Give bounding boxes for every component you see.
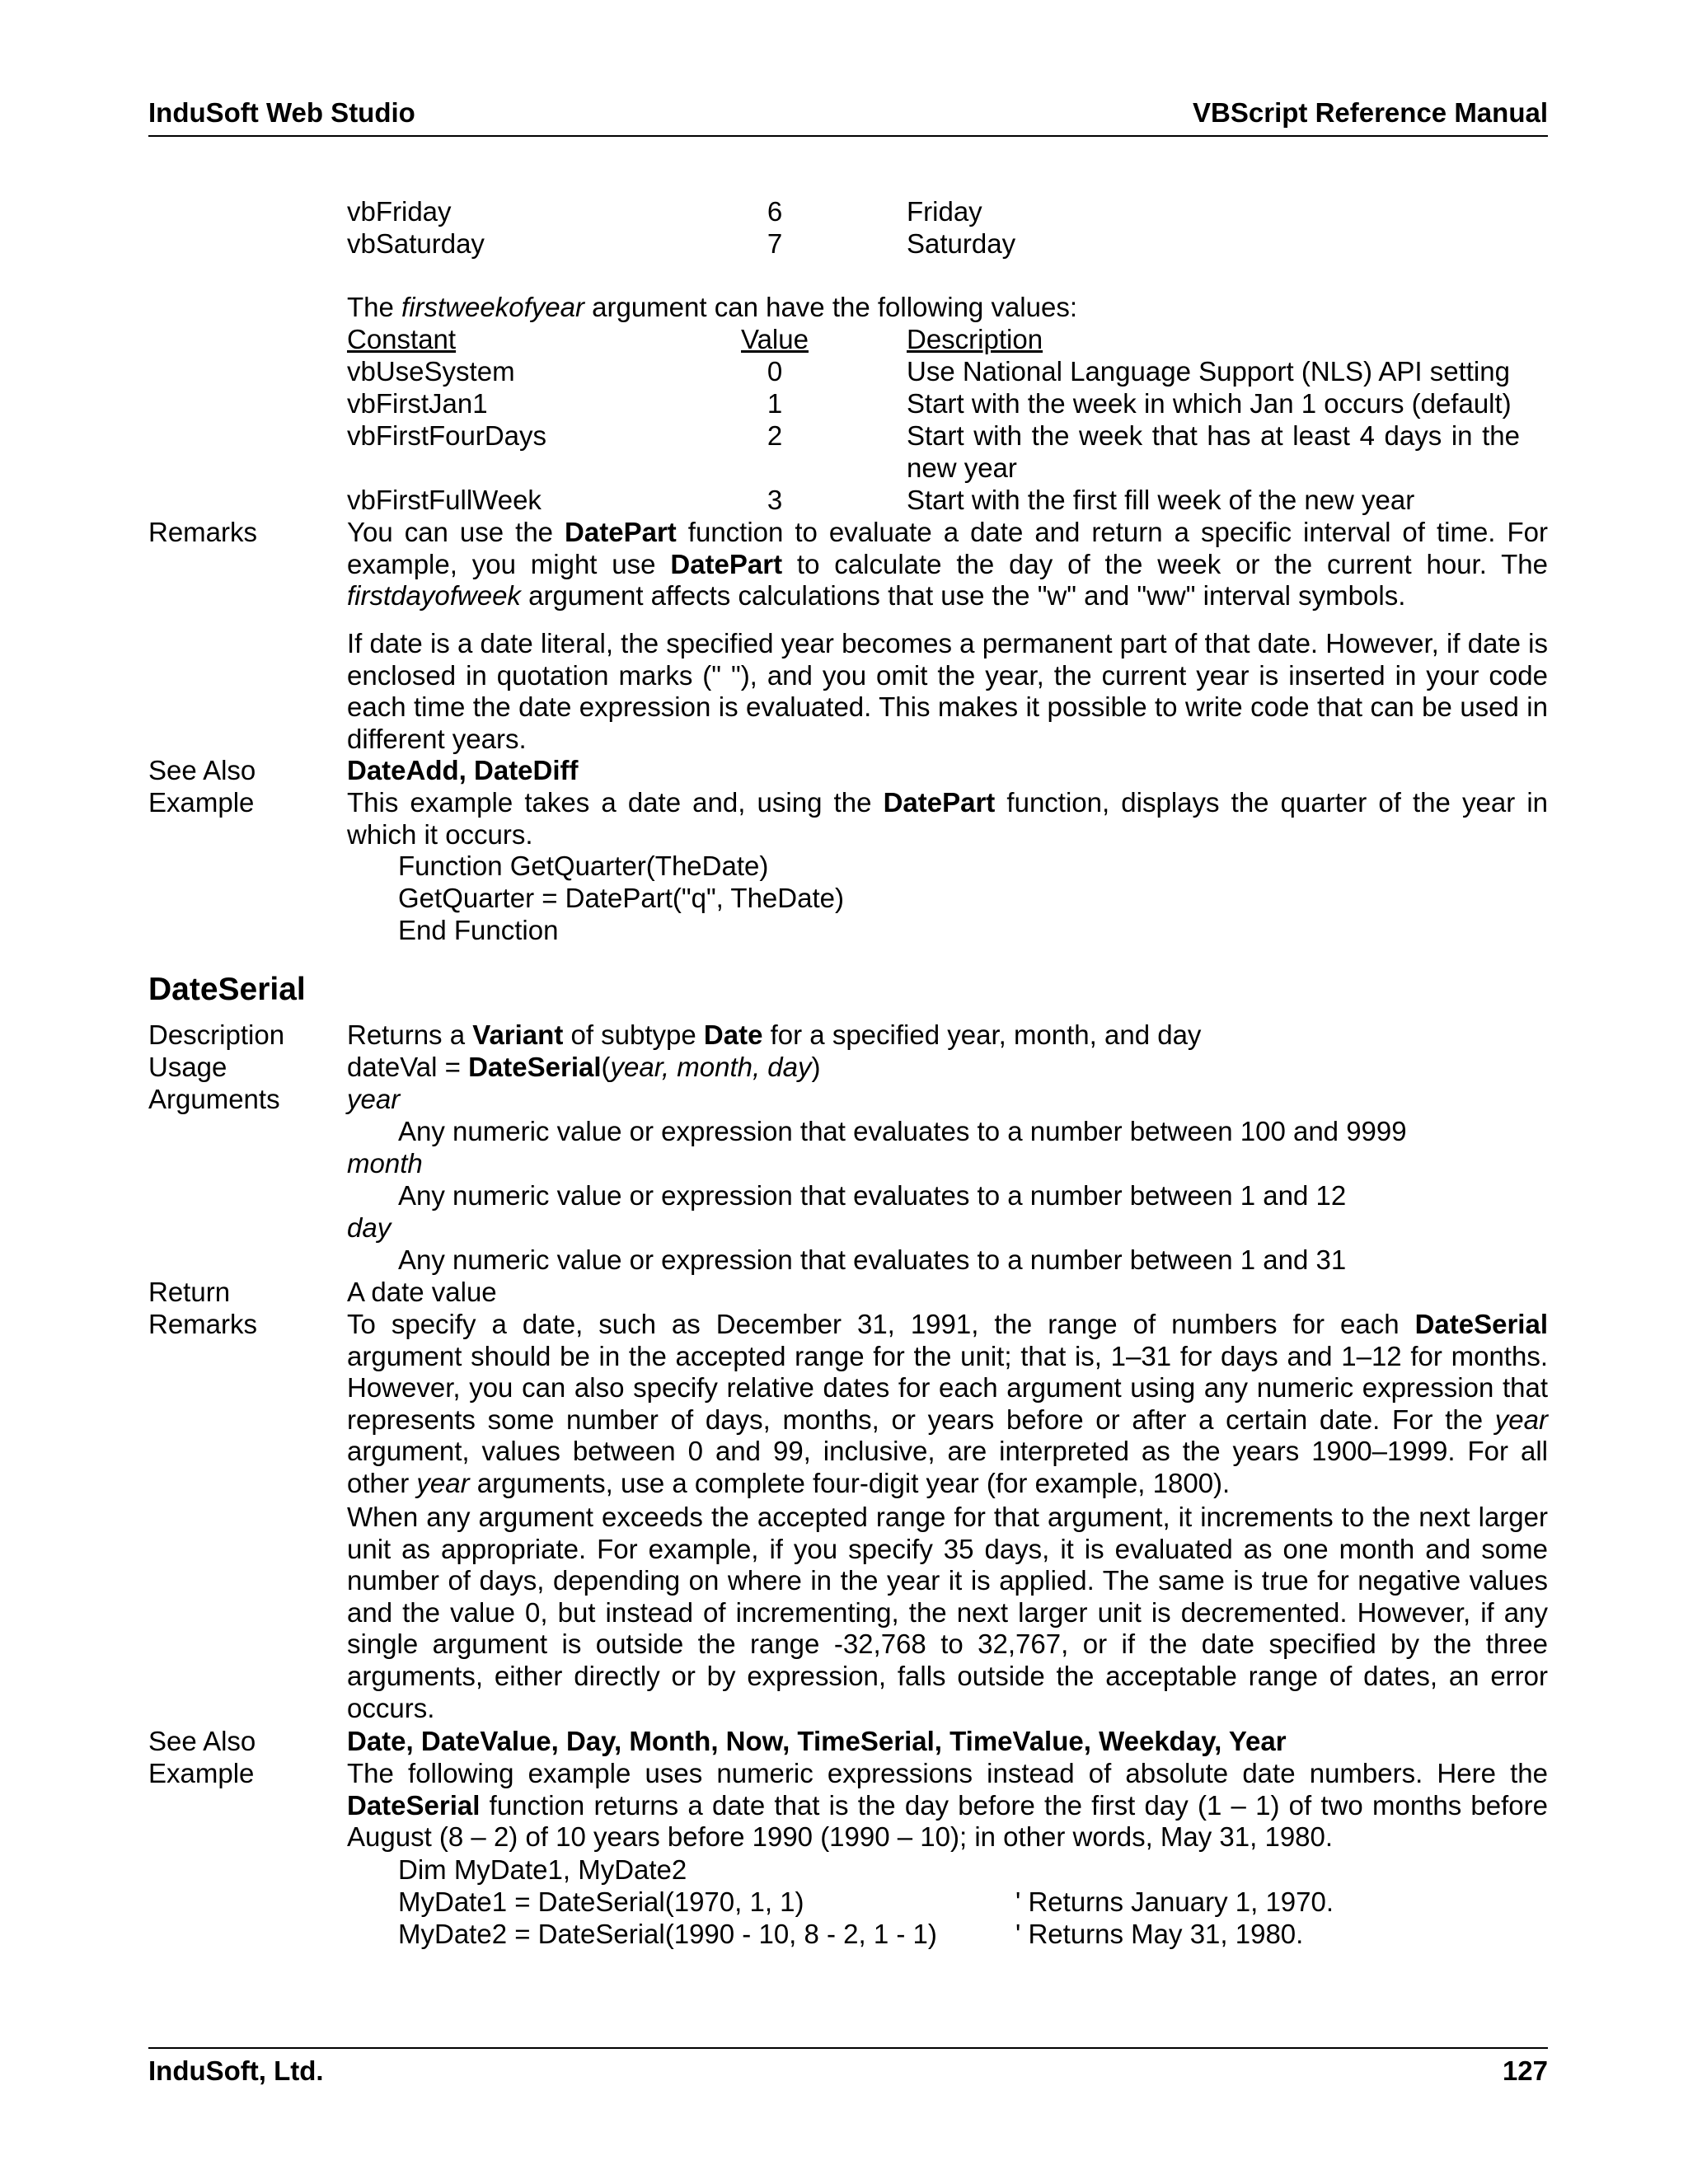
argument-name: month bbox=[347, 1148, 423, 1179]
see-also-links: Date, DateValue, Day, Month, Now, TimeSerial, TimeValue, Weekday, Year bbox=[347, 1726, 1287, 1756]
argument-description: Any numeric value or expression that evaluates to a number between 1 and 12 bbox=[398, 1180, 1347, 1211]
code-line: Dim MyDate1, MyDate2 bbox=[398, 1854, 687, 1885]
constant-description: Use National Language Support (NLS) API setting bbox=[907, 356, 1510, 387]
constant-name: vbSaturday bbox=[347, 228, 485, 259]
code-comment: ' Returns January 1, 1970. bbox=[1015, 1886, 1334, 1917]
code-line: MyDate2 = DateSerial(1990 - 10, 8 - 2, 1 - 1) bbox=[398, 1919, 937, 1949]
intro-text: argument can have the following values: bbox=[584, 292, 1077, 322]
column-header-value: Value bbox=[741, 324, 809, 354]
page-footer bbox=[148, 2047, 1548, 2086]
argument-description: Any numeric value or expression that evaluates to a number between 100 and 9999 bbox=[398, 1116, 1407, 1146]
argument-description: Any numeric value or expression that evaluates to a number between 1 and 31 bbox=[398, 1244, 1347, 1275]
constant-value: 7 bbox=[767, 228, 783, 259]
argument-name: day bbox=[347, 1212, 392, 1243]
example-label: Example bbox=[148, 1758, 255, 1788]
constant-description: Start with the week that has at least 4 days in the new year bbox=[907, 420, 1520, 483]
page-header bbox=[148, 97, 1548, 137]
usage-label: Usage bbox=[148, 1052, 227, 1082]
example-label: Example bbox=[148, 787, 255, 818]
arguments-label: Arguments bbox=[148, 1084, 280, 1114]
column-header-constant: Constant bbox=[347, 324, 457, 354]
header-product: InduSoft Web Studio bbox=[148, 97, 415, 128]
constant-description: Friday bbox=[907, 196, 982, 227]
remarks-paragraph: To specify a date, such as December 31, 1991, the range of numbers for each DateSerial argument should be in the accepted range for the unit; that is, 1–31 for days and 1–12 for months. However, you can also specify relative dates for each argument using any numeric expression that represents some number of days, months, or years before or after a certain date. For the year argument, values between 0 and 99, inclusive, are interpreted as the years 1900–1999. For all other year arguments, use a complete four-digit year (for example, 1800). bbox=[347, 1309, 1548, 1498]
return-label: Return bbox=[148, 1277, 231, 1307]
constant-value: 1 bbox=[767, 388, 783, 419]
firstweek-intro bbox=[347, 292, 1548, 324]
column-header-description: Description bbox=[907, 324, 1043, 354]
remarks-paragraph: You can use the DatePart function to evaluate a date and return a specific interval of time. For example, you might use DatePart to calculate the day of the week or the current hour. The firstdayofweek argument affects calculations that use the "w" and "ww" interval symbols. bbox=[347, 517, 1548, 612]
remarks-label: Remarks bbox=[148, 1309, 258, 1339]
constant-description: Start with the week in which Jan 1 occurs (default) bbox=[907, 388, 1512, 419]
code-line: MyDate1 = DateSerial(1970, 1, 1) bbox=[398, 1886, 804, 1917]
example-paragraph: The following example uses numeric expressions instead of absolute date numbers. Here the DateSerial function returns a date that is the day before the first day (1 – 1) of two months before August (8 – 2) of 10 years before 1990 (1990 – 10); in other words, May 31, 1980. bbox=[347, 1758, 1548, 1853]
constant-name: vbFirstJan1 bbox=[347, 388, 488, 419]
constant-description: Start with the first fill week of the new year bbox=[907, 485, 1415, 515]
constant-description: Saturday bbox=[907, 228, 1016, 259]
footer-company: InduSoft, Ltd. bbox=[148, 2055, 324, 2086]
header-manual-title: VBScript Reference Manual bbox=[1193, 97, 1548, 128]
constant-name: vbFirstFourDays bbox=[347, 420, 547, 451]
constant-value: 6 bbox=[767, 196, 783, 227]
remarks-paragraph: If date is a date literal, the specified year becomes a permanent part of that date. However, if date is enclosed in quotation marks (" "), and you omit the year, the current year is inserted in your code each time the date expression is evaluated. This makes it possible to write code that can be used in different years. bbox=[347, 628, 1548, 754]
example-paragraph: This example takes a date and, using the DatePart function, displays the quarter of the year in which it occurs. bbox=[347, 787, 1549, 850]
usage-text: dateVal = DateSerial(year, month, day) bbox=[347, 1052, 821, 1082]
intro-text: The bbox=[347, 292, 402, 322]
description-text: Returns a Variant of subtype Date for a specified year, month, and day bbox=[347, 1019, 1202, 1050]
constant-name: vbUseSystem bbox=[347, 356, 515, 387]
page-number: 127 bbox=[1502, 2055, 1548, 2086]
code-line: GetQuarter = DatePart("q", TheDate) bbox=[398, 883, 844, 913]
see-also-label: See Also bbox=[148, 1726, 256, 1756]
see-also-label: See Also bbox=[148, 755, 256, 785]
constant-name: vbFriday bbox=[347, 196, 452, 227]
return-text: A date value bbox=[347, 1277, 497, 1307]
constant-value: 0 bbox=[767, 356, 783, 387]
see-also-links: DateAdd, DateDiff bbox=[347, 755, 579, 785]
description-label: Description bbox=[148, 1019, 285, 1050]
remarks-label: Remarks bbox=[148, 517, 258, 547]
remarks-paragraph: When any argument exceeds the accepted range for that argument, it increments to the next larger unit as appropriate. For example, if you specify 35 days, it is evaluated as one month and some number of days, depending on where in the year it is applied. The same is true for negative values and the value 0, but instead of incrementing, the next larger unit is decremented. However, if any single argument is outside the range -32,768 to 32,767, or if the date specified by the three arguments, either directly or by expression, falls outside the acceptable range of dates, an error occurs. bbox=[347, 1502, 1548, 1723]
code-line: Function GetQuarter(TheDate) bbox=[398, 851, 769, 881]
constant-name: vbFirstFullWeek bbox=[347, 485, 542, 515]
section-title: DateSerial bbox=[148, 972, 306, 1007]
code-line: End Function bbox=[398, 915, 559, 945]
intro-argument: firstweekofyear bbox=[401, 292, 584, 322]
constant-value: 2 bbox=[767, 420, 783, 451]
code-comment: ' Returns May 31, 1980. bbox=[1015, 1919, 1304, 1949]
argument-name: year bbox=[347, 1084, 401, 1114]
constant-value: 3 bbox=[767, 485, 783, 515]
